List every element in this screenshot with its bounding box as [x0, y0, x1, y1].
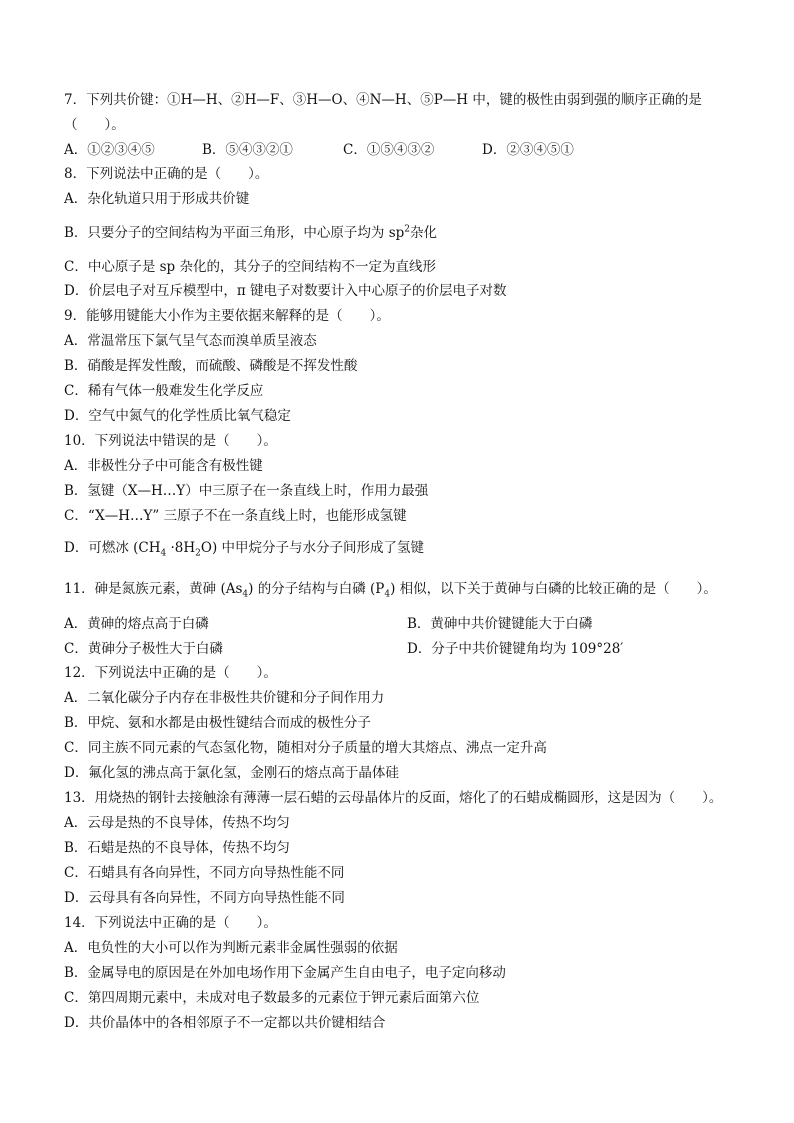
q11-option-b: B．黄砷中共价键键能大于白磷 [407, 616, 593, 632]
q10-option-d-sub2: 2 [195, 548, 201, 559]
q11-stem-sub1: 4 [242, 589, 249, 600]
q10-option-c: C．“X—H…Y” 三原子不在一条直线上时，也能形成氢键 [64, 508, 407, 524]
q7-option-b: B．⑤④③②① [202, 142, 293, 158]
q10-stem: 10．下列说法中错误的是（ ）。 [64, 433, 277, 449]
q12-option-c: C．同主族不同元素的气态氢化物，随相对分子质量的增大其熔点、沸点一定升高 [64, 740, 547, 756]
q12-stem: 12．下列说法中正确的是（ ）。 [64, 665, 277, 681]
q8-option-b-tail: 杂化 [410, 225, 438, 241]
q10-option-b: B．氢键（X—H…Y）中三原子在一条直线上时，作用力最强 [64, 483, 429, 499]
q12-option-d: D．氟化氢的沸点高于氯化氢，金刚石的熔点高于晶体硅 [64, 765, 399, 781]
q7-stem: 7．下列共价键：①H—H、②H—F、③H—O、④N—H、⑤P—H 中，键的极性由弱到强的顺序正确的是 [64, 92, 702, 108]
q11-options-row2 [64, 640, 624, 658]
q11-option-c: C．黄砷分子极性大于白磷 [64, 641, 223, 657]
q8-stem: 8．下列说法中正确的是（ ）。 [64, 166, 269, 182]
q10-option-a: A．非极性分子中可能含有极性键 [64, 458, 263, 474]
q11-options-row1 [64, 615, 593, 633]
q8-option-a: A．杂化轨道只用于形成共价键 [64, 191, 250, 207]
q13-option-a: A．云母是热的不良导体，传热不均匀 [64, 815, 290, 831]
q11-stem-tail: ) 相似，以下关于黄砷与白磷的比较正确的是（ ）。 [390, 581, 717, 597]
q7-option-a: A．①②③④⑤ [64, 142, 155, 158]
q10-option-d-text: D．可燃冰 (CH [64, 540, 161, 556]
q8-option-c: C．中心原子是 sp 杂化的，其分子的空间结构不一定为直线形 [64, 259, 436, 275]
q13-option-b: B．石蜡是热的不良导体，传热不均匀 [64, 840, 290, 856]
q10-option-d-sub1: 4 [160, 548, 167, 559]
q11-option-a: A．黄砷的熔点高于白磷 [64, 616, 209, 632]
q12-option-a: A．二氧化碳分子内存在非极性共价键和分子间作用力 [64, 690, 385, 706]
q7-option-d: D．②③④⑤① [482, 142, 574, 158]
q8-option-b-superscript: 2 [404, 224, 411, 235]
q11-stem [64, 580, 717, 598]
q10-option-d-mid: ·8H [166, 540, 196, 556]
q8-option-d: D．价层电子对互斥模型中，π 键电子对数要计入中心原子的价层电子对数 [64, 283, 507, 299]
q10-option-d [64, 539, 424, 557]
q12-option-b: B．甲烷、氨和水都是由极性键结合而成的极性分子 [64, 715, 371, 731]
q9-option-c: C．稀有气体一般难发生化学反应 [64, 383, 264, 399]
q14-option-c: C．第四周期元素中，未成对电子数最多的元素位于钾元素后面第六位 [64, 990, 480, 1006]
q7-blank: （ ）。 [64, 117, 125, 133]
q9-option-d: D．空气中氮气的化学性质比氧气稳定 [64, 408, 291, 424]
q11-stem-text: 11．砷是氮族元素，黄砷 (As [64, 581, 243, 597]
q11-stem-mid: ) 的分子结构与白磷 (P [248, 581, 385, 597]
q11-option-d: D．分子中共价键键角均为 109°28′ [407, 641, 624, 657]
q11-stem-sub2: 4 [384, 589, 391, 600]
q14-option-b: B．金属导电的原因是在外加电场作用下金属产生自由电子，电子定向移动 [64, 965, 506, 981]
q7-option-c: C．①⑤④③② [343, 142, 435, 158]
q9-stem: 9．能够用键能大小作为主要依据来解释的是（ ）。 [64, 308, 390, 324]
q14-option-a: A．电负性的大小可以作为判断元素非金属性强弱的依据 [64, 940, 398, 956]
q13-option-c: C．石蜡具有各向异性，不同方向导热性能不同 [64, 865, 345, 881]
q8-option-b [64, 224, 437, 242]
q14-stem: 14．下列说法中正确的是（ ）。 [64, 915, 277, 931]
q14-option-d: D．共价晶体中的各相邻原子不一定都以共价键相结合 [64, 1015, 386, 1031]
q10-option-d-tail: O) 中甲烷分子与水分子间形成了氢键 [200, 540, 425, 556]
q9-option-a: A．常温常压下氯气呈气态而溴单质呈液态 [64, 333, 317, 349]
q9-option-b: B．硝酸是挥发性酸，而硫酸、磷酸是不挥发性酸 [64, 358, 358, 374]
q13-option-d: D．云母具有各向异性，不同方向导热性能不同 [64, 890, 345, 906]
q8-option-b-text: B．只要分子的空间结构为平面三角形，中心原子均为 sp [64, 225, 405, 241]
q13-stem: 13．用烧热的钢针去接触涂有薄薄一层石蜡的云母晶体片的反面，熔化了的石蜡成椭圆形，这是因为（ ）。 [64, 790, 723, 806]
